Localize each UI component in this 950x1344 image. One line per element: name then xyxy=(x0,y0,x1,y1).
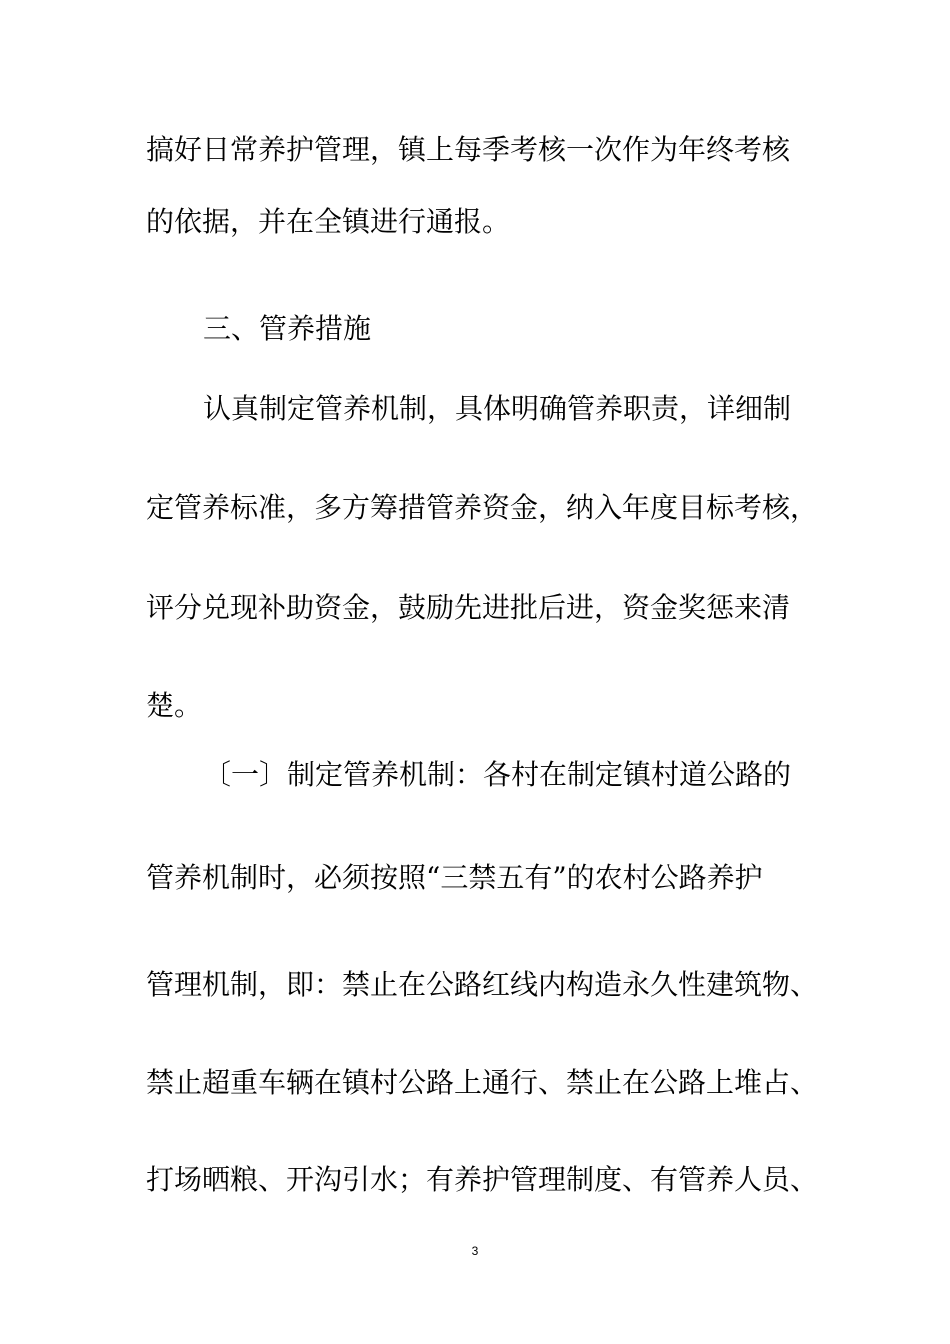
body-text-line: 定管养标准，多方筹措管养资金，纳入年度目标考核， xyxy=(146,491,819,524)
body-text-line: 评分兑现补助资金，鼓励先进批后进，资金奖惩来清 xyxy=(146,591,791,624)
body-text-line: 认真制定管养机制，具体明确管养职责，详细制 xyxy=(203,392,792,425)
body-text-line: 管理机制，即：禁止在公路红线内构造永久性建筑物、 xyxy=(146,968,819,1001)
body-text-line: 管养机制时，必须按照“三禁五有”的农村公路养护 xyxy=(146,861,763,894)
body-text-line: 禁止超重车辆在镇村公路上通行、禁止在公路上堆占、 xyxy=(146,1066,819,1099)
page-number: 3 xyxy=(471,1244,479,1258)
body-text-line: 的依据，并在全镇进行通报。 xyxy=(146,205,511,238)
body-text-line: 打场晒粮、开沟引水；有养护管理制度、有管养人员、 xyxy=(146,1163,819,1196)
section-heading: 三、管养措施 xyxy=(203,312,372,345)
subsection-heading-line: 〔一〕制定管养机制：各村在制定镇村道公路的 xyxy=(203,758,792,791)
body-text-line: 搞好日常养护管理，镇上每季考核一次作为年终考核 xyxy=(146,133,791,166)
body-text-line: 楚。 xyxy=(146,689,203,722)
